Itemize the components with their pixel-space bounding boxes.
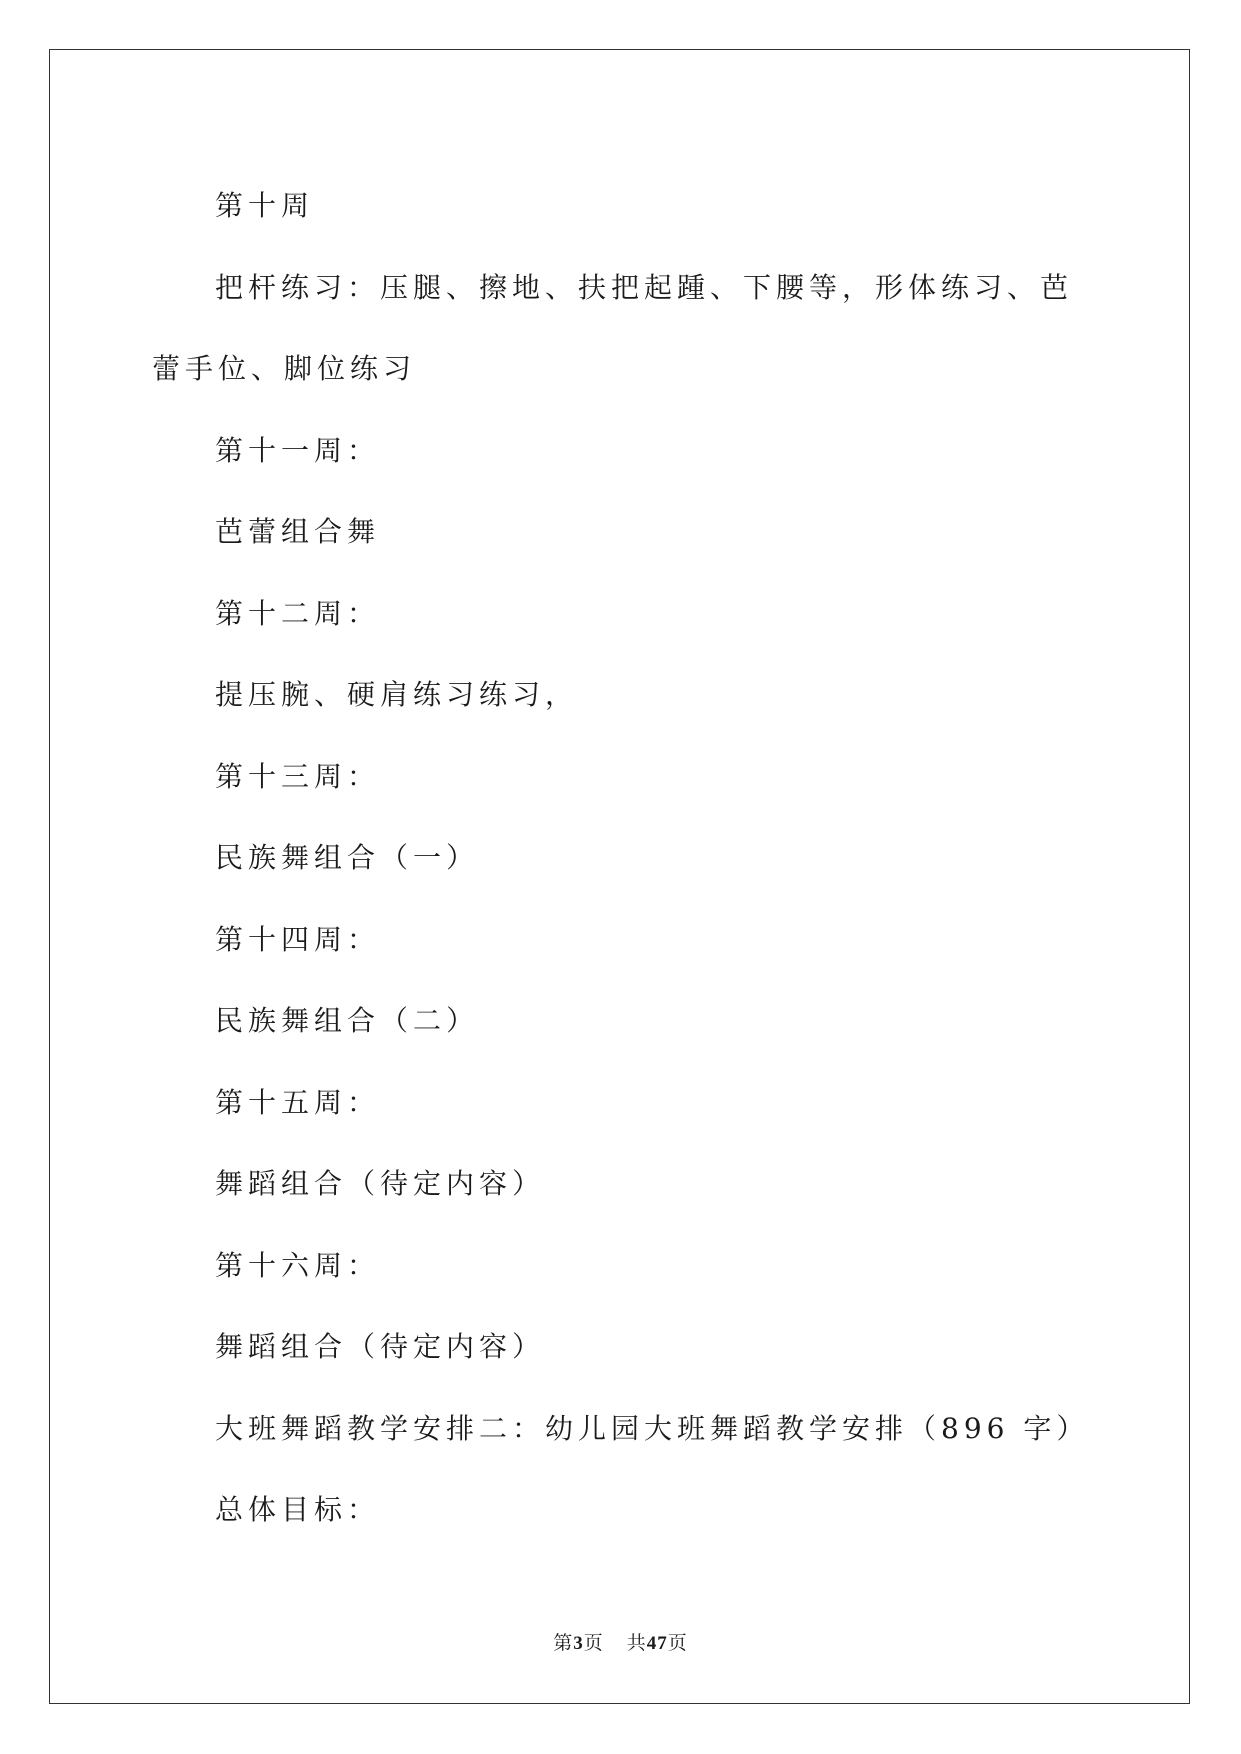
footer-current-page: 3 xyxy=(573,1633,584,1654)
paragraph-section-title: 大班舞蹈教学安排二：幼儿园大班舞蹈教学安排（896 字） xyxy=(215,1411,1090,1445)
footer-total-suffix: 页 xyxy=(667,1633,688,1654)
paragraph-week-14-heading: 第十四周： xyxy=(215,922,381,956)
footer-page-word: 页 xyxy=(583,1633,604,1654)
paragraph-week-15-heading: 第十五周： xyxy=(215,1085,381,1119)
paragraph-week-15-content: 舞蹈组合（待定内容） xyxy=(215,1167,546,1200)
paragraph-week-14-content: 民族舞组合（二） xyxy=(215,1004,480,1037)
paragraph-week-16-content: 舞蹈组合（待定内容） xyxy=(215,1330,546,1363)
paragraph-week-16-heading: 第十六周： xyxy=(215,1248,381,1282)
footer-total-prefix: 共 xyxy=(626,1633,647,1654)
paragraph-week-11-content: 芭蕾组合舞 xyxy=(215,515,381,548)
paragraph-week-10-heading: 第十周 xyxy=(215,189,315,222)
footer-prefix: 第 xyxy=(553,1633,574,1654)
paragraph-week-10-content: 把杆练习：压腿、擦地、扶把起踵、下腰等，形体练习、芭蕾手位、脚位练习 xyxy=(152,270,1074,385)
paragraph-week-12-content: 提压腕、硬肩练习练习， xyxy=(215,678,579,711)
paragraph-overall-goal: 总体目标： xyxy=(215,1493,381,1526)
paragraph-week-13-heading: 第十三周： xyxy=(215,759,381,793)
document-body xyxy=(152,165,1092,1551)
paragraph-week-11-heading: 第十一周： xyxy=(215,433,381,467)
page-footer xyxy=(0,1628,1241,1655)
paragraph-week-12-heading: 第十二周： xyxy=(215,596,381,630)
footer-total-pages: 47 xyxy=(646,1633,668,1654)
paragraph-week-13-content: 民族舞组合（一） xyxy=(215,841,480,874)
